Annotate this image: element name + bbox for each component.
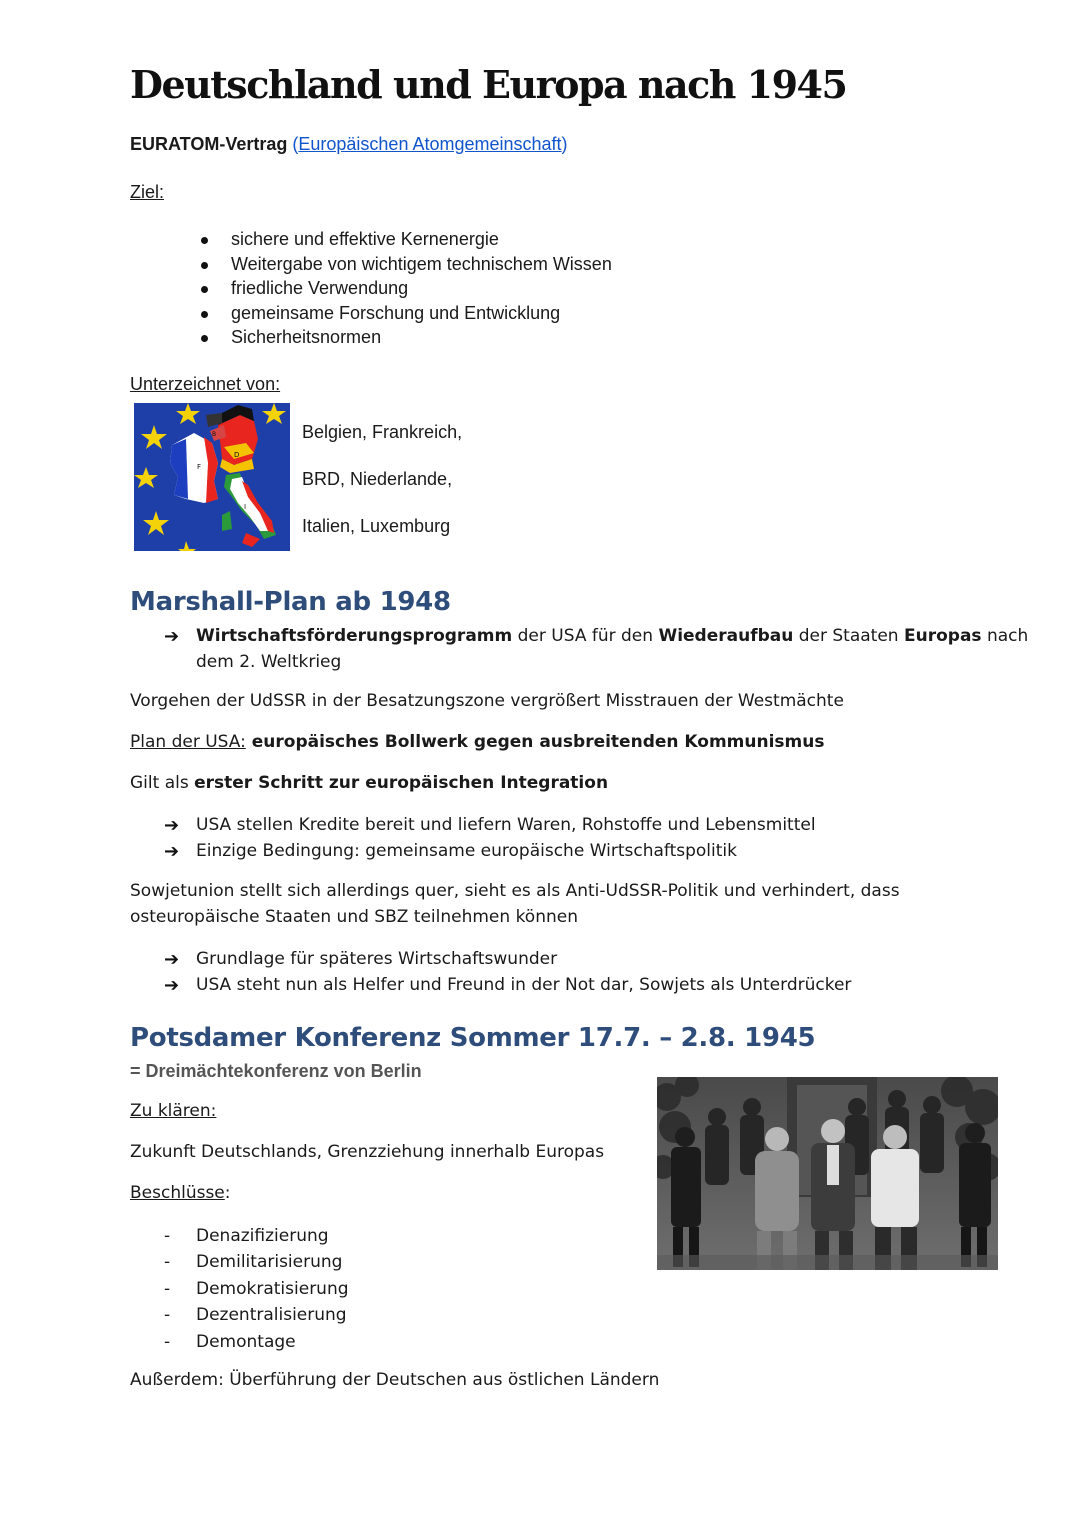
goal-item: friedliche Verwendung — [231, 276, 612, 301]
euratom-link[interactable]: Europäischen Atomgemeinschaft — [298, 134, 562, 154]
dash-icon: - — [164, 1226, 171, 1246]
sowjet-paragraph-line2: osteuropäische Staaten und SBZ teilnehmen können — [130, 907, 578, 927]
decision-item: - Denazifizierung — [130, 1223, 349, 1249]
arrow-item: ➔ Einzige Bedingung: gemeinsame europäische Wirtschaftspolitik — [130, 838, 816, 864]
decision-item: - Demokratisierung — [130, 1276, 349, 1302]
dash-icon: - — [164, 1252, 171, 1273]
marshall-arrow-list — [130, 812, 816, 864]
signer-line: Italien, Luxemburg — [302, 516, 451, 536]
signed-label: Unterzeichnet von: — [130, 374, 281, 394]
bullet-icon — [201, 335, 208, 342]
goal-item: Sicherheitsnormen — [231, 325, 612, 350]
map-letter: F — [197, 463, 202, 471]
marshall-integration: Gilt als erster Schritt zur europäischen Integration — [130, 773, 609, 793]
decision-item: - Dezentralisierung — [130, 1302, 349, 1328]
goals-list — [231, 227, 612, 350]
euratom-heading-bold: EURATOM-Vertrag — [130, 134, 288, 154]
bullet-icon — [201, 286, 208, 293]
dash-icon: - — [164, 1331, 171, 1352]
euratom-paren-close: ) — [561, 134, 568, 154]
arrow-item: ➔ Grundlage für späteres Wirtschaftswunder — [130, 946, 851, 972]
arrow-icon: ➔ — [164, 949, 180, 970]
eu-founders-map-image — [134, 403, 290, 551]
klaeren-text: Zukunft Deutschlands, Grenzziehung innerhalb Europas — [130, 1142, 605, 1162]
beschluesse-label: Beschlüsse: — [130, 1183, 231, 1203]
map-letter: B — [212, 431, 217, 438]
decision-item: - Demontage — [130, 1329, 349, 1355]
dash-icon: - — [164, 1305, 171, 1326]
ziel-label: Ziel: — [130, 182, 165, 202]
marshall-arrow-list-2 — [130, 946, 851, 998]
decision-item: - Demilitarisierung — [130, 1249, 349, 1275]
arrow-icon: ➔ — [164, 815, 180, 836]
page-title: Deutschland und Europa nach 1945 — [130, 62, 847, 107]
marshall-plan-usa: Plan der USA: europäisches Bollwerk gegen ausbreitenden Kommunismus — [130, 732, 825, 752]
goal-item: Weitergabe von wichtigem technischem Wissen — [231, 252, 612, 277]
marshall-arrow-item: ➔ Wirtschaftsförderungsprogramm der USA für den Wiederaufbau der Staaten Europas nach dem 2. Weltkrieg — [164, 626, 1029, 672]
arrow-icon: ➔ — [164, 841, 180, 862]
sowjet-paragraph-line1: Sowjetunion stellt sich allerdings quer, sieht es als Anti-UdSSR-Politik und verhindert, dass — [130, 881, 900, 901]
marshall-paragraph: Vorgehen der UdSSR in der Besatzungszone vergrößert Misstrauen der Westmächte — [130, 691, 844, 711]
map-letter: D — [234, 451, 240, 459]
arrow-icon: ➔ — [164, 975, 180, 996]
arrow-item: ➔ USA steht nun als Helfer und Freund in der Not dar, Sowjets als Unterdrücker — [130, 972, 851, 998]
potsdam-conference-photo — [657, 1077, 998, 1270]
klaeren-label: Zu klären: — [130, 1101, 217, 1121]
euratom-heading — [130, 134, 568, 155]
goal-item: gemeinsame Forschung und Entwicklung — [231, 301, 612, 326]
bullet-icon — [201, 262, 208, 269]
marshall-heading: Marshall-Plan ab 1948 — [130, 587, 451, 617]
map-letter: I — [244, 503, 247, 511]
signer-line: BRD, Niederlande, — [302, 469, 453, 489]
arrow-icon: ➔ — [164, 626, 180, 647]
bullet-icon — [201, 311, 208, 318]
decisions-list — [130, 1223, 349, 1355]
arrow-item: ➔ USA stellen Kredite bereit und liefern Waren, Rohstoffe und Lebensmittel — [130, 812, 816, 838]
goal-item: sichere und effektive Kernenergie — [231, 227, 612, 252]
euratom-paren-open: ( — [292, 134, 299, 154]
ausserdem-text: Außerdem: Überführung der Deutschen aus östlichen Ländern — [130, 1370, 660, 1390]
potsdam-subtitle: = Dreimächtekonferenz von Berlin — [130, 1061, 422, 1081]
bullet-icon — [201, 237, 208, 244]
dash-icon: - — [164, 1278, 171, 1299]
signer-line: Belgien, Frankreich, — [302, 422, 463, 442]
potsdam-heading: Potsdamer Konferenz Sommer 17.7. – 2.8. 1945 — [130, 1023, 816, 1053]
